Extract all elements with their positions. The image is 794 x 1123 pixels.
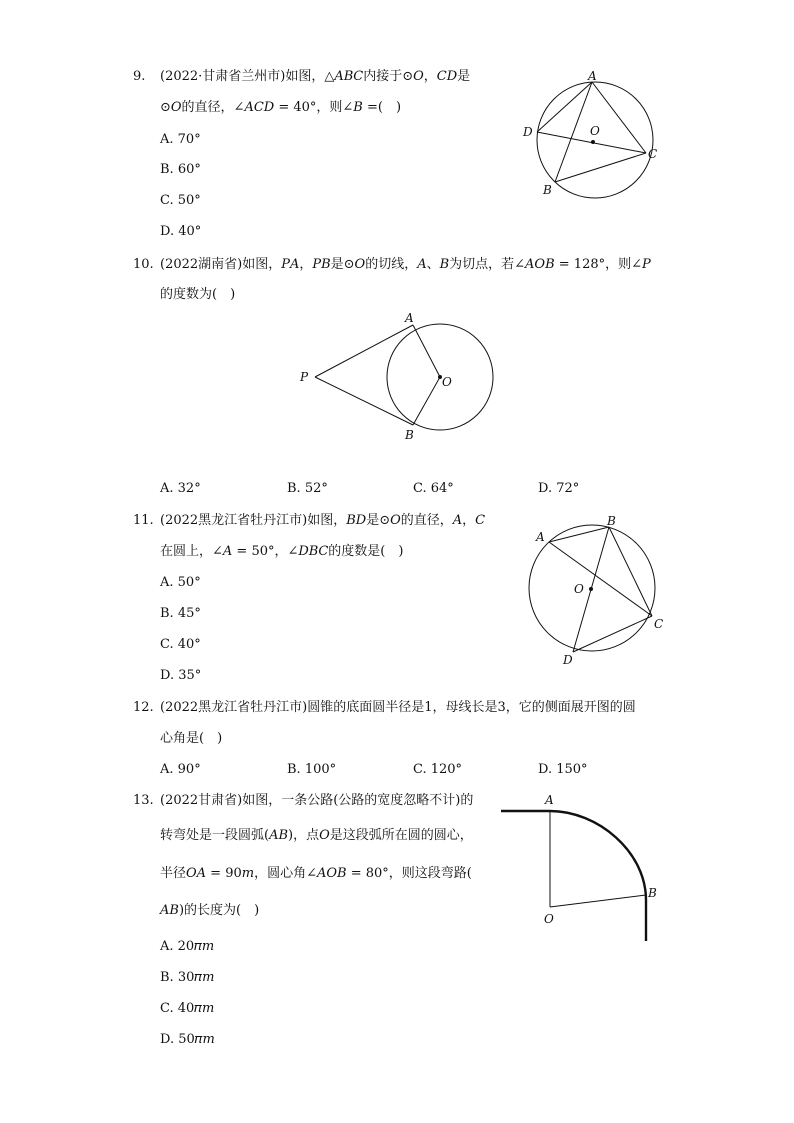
tangent-lines-figure: [295, 308, 500, 446]
label-p: P: [300, 370, 309, 384]
option-d[interactable]: D. 50𝜋𝑚: [160, 1032, 215, 1047]
label-o: O: [574, 582, 584, 596]
label-b: B: [648, 886, 657, 900]
label-o: O: [590, 124, 600, 138]
label-a: A: [536, 530, 545, 544]
question-text-line: 心角是( ): [160, 731, 223, 746]
option-c[interactable]: C. 40°: [160, 637, 201, 652]
option-c[interactable]: C. 40𝜋𝑚: [160, 1001, 215, 1016]
label-o: O: [442, 375, 452, 389]
label-a: A: [545, 793, 554, 807]
option-d[interactable]: D. 40°: [160, 224, 202, 239]
question-number: 13.: [133, 793, 154, 808]
question-number: 10.: [133, 257, 154, 272]
question-number: 12.: [133, 700, 154, 715]
option-a[interactable]: A. 50°: [160, 575, 201, 590]
option-a[interactable]: A. 90°: [160, 762, 201, 777]
label-o: O: [544, 912, 554, 926]
option-b[interactable]: B. 30𝜋𝑚: [160, 970, 215, 985]
question-text-line: (2022甘肃省)如图，一条公路(公路的宽度忽略不计)的: [160, 793, 474, 808]
label-c: C: [654, 617, 664, 631]
circle-diameter-figure: [520, 512, 670, 672]
question-text-line: (2022湖南省)如图，𝑃𝐴，𝑃𝐵是⊙𝑂的切线，𝐴、𝐵为切点，若∠𝐴𝑂𝐵 = 128°，则∠𝑃: [160, 257, 651, 272]
label-c: C: [648, 147, 658, 161]
label-a: A: [588, 69, 597, 83]
option-b[interactable]: B. 60°: [160, 162, 201, 177]
question-text-line: 𝐴𝐵)的长度为( ): [160, 903, 260, 918]
question-text-line: (2022黑龙江省牡丹江市)圆锥的底面圆半径是1，母线长是3，它的侧面展开图的圆: [160, 700, 636, 715]
option-c[interactable]: C. 50°: [160, 193, 201, 208]
option-a[interactable]: A. 70°: [160, 132, 201, 147]
label-b: B: [543, 183, 552, 197]
question-text-line: 在圆上，∠𝐴 = 50°，∠𝐷𝐵𝐶的度数是( ): [160, 544, 404, 559]
label-b: B: [607, 514, 616, 528]
question-text-line: (2022·甘肃省兰州市)如图，△𝐴𝐵𝐶内接于⊙𝑂，𝐶𝐷是: [160, 69, 471, 84]
option-a[interactable]: A. 32°: [160, 481, 201, 496]
option-d[interactable]: D. 150°: [538, 762, 588, 777]
label-b: B: [405, 428, 414, 442]
option-b[interactable]: B. 52°: [287, 481, 328, 496]
option-d[interactable]: D. 72°: [538, 481, 580, 496]
question-number: 11.: [133, 513, 154, 528]
label-d: D: [563, 653, 573, 667]
option-b[interactable]: B. 45°: [160, 606, 201, 621]
label-a: A: [405, 311, 414, 325]
question-text-line: ⊙𝑂的直径，∠𝐴𝐶𝐷 = 40°，则∠𝐵 =( ): [160, 100, 402, 115]
label-d: D: [523, 125, 533, 139]
option-b[interactable]: B. 100°: [287, 762, 337, 777]
option-c[interactable]: C. 120°: [413, 762, 463, 777]
question-text-line: 转弯处是一段圆弧(𝐴𝐵)，点𝑂是这段弧所在圆的圆心，: [160, 828, 473, 843]
option-c[interactable]: C. 64°: [413, 481, 454, 496]
question-text-line: 半径𝑂𝐴 = 90𝑚，圆心角∠𝐴𝑂𝐵 = 80°，则这段弯路(: [160, 866, 472, 881]
option-a[interactable]: A. 20𝜋𝑚: [160, 939, 215, 954]
circle-inscribed-triangle-figure: [515, 66, 665, 200]
question-text-line: (2022黑龙江省牡丹江市)如图，𝐵𝐷是⊙𝑂的直径，𝐴，𝐶: [160, 513, 486, 528]
question-number: 9.: [133, 69, 146, 84]
road-arc-figure: [498, 790, 668, 945]
option-d[interactable]: D. 35°: [160, 668, 202, 683]
question-text-line: 的度数为( ): [160, 287, 236, 302]
